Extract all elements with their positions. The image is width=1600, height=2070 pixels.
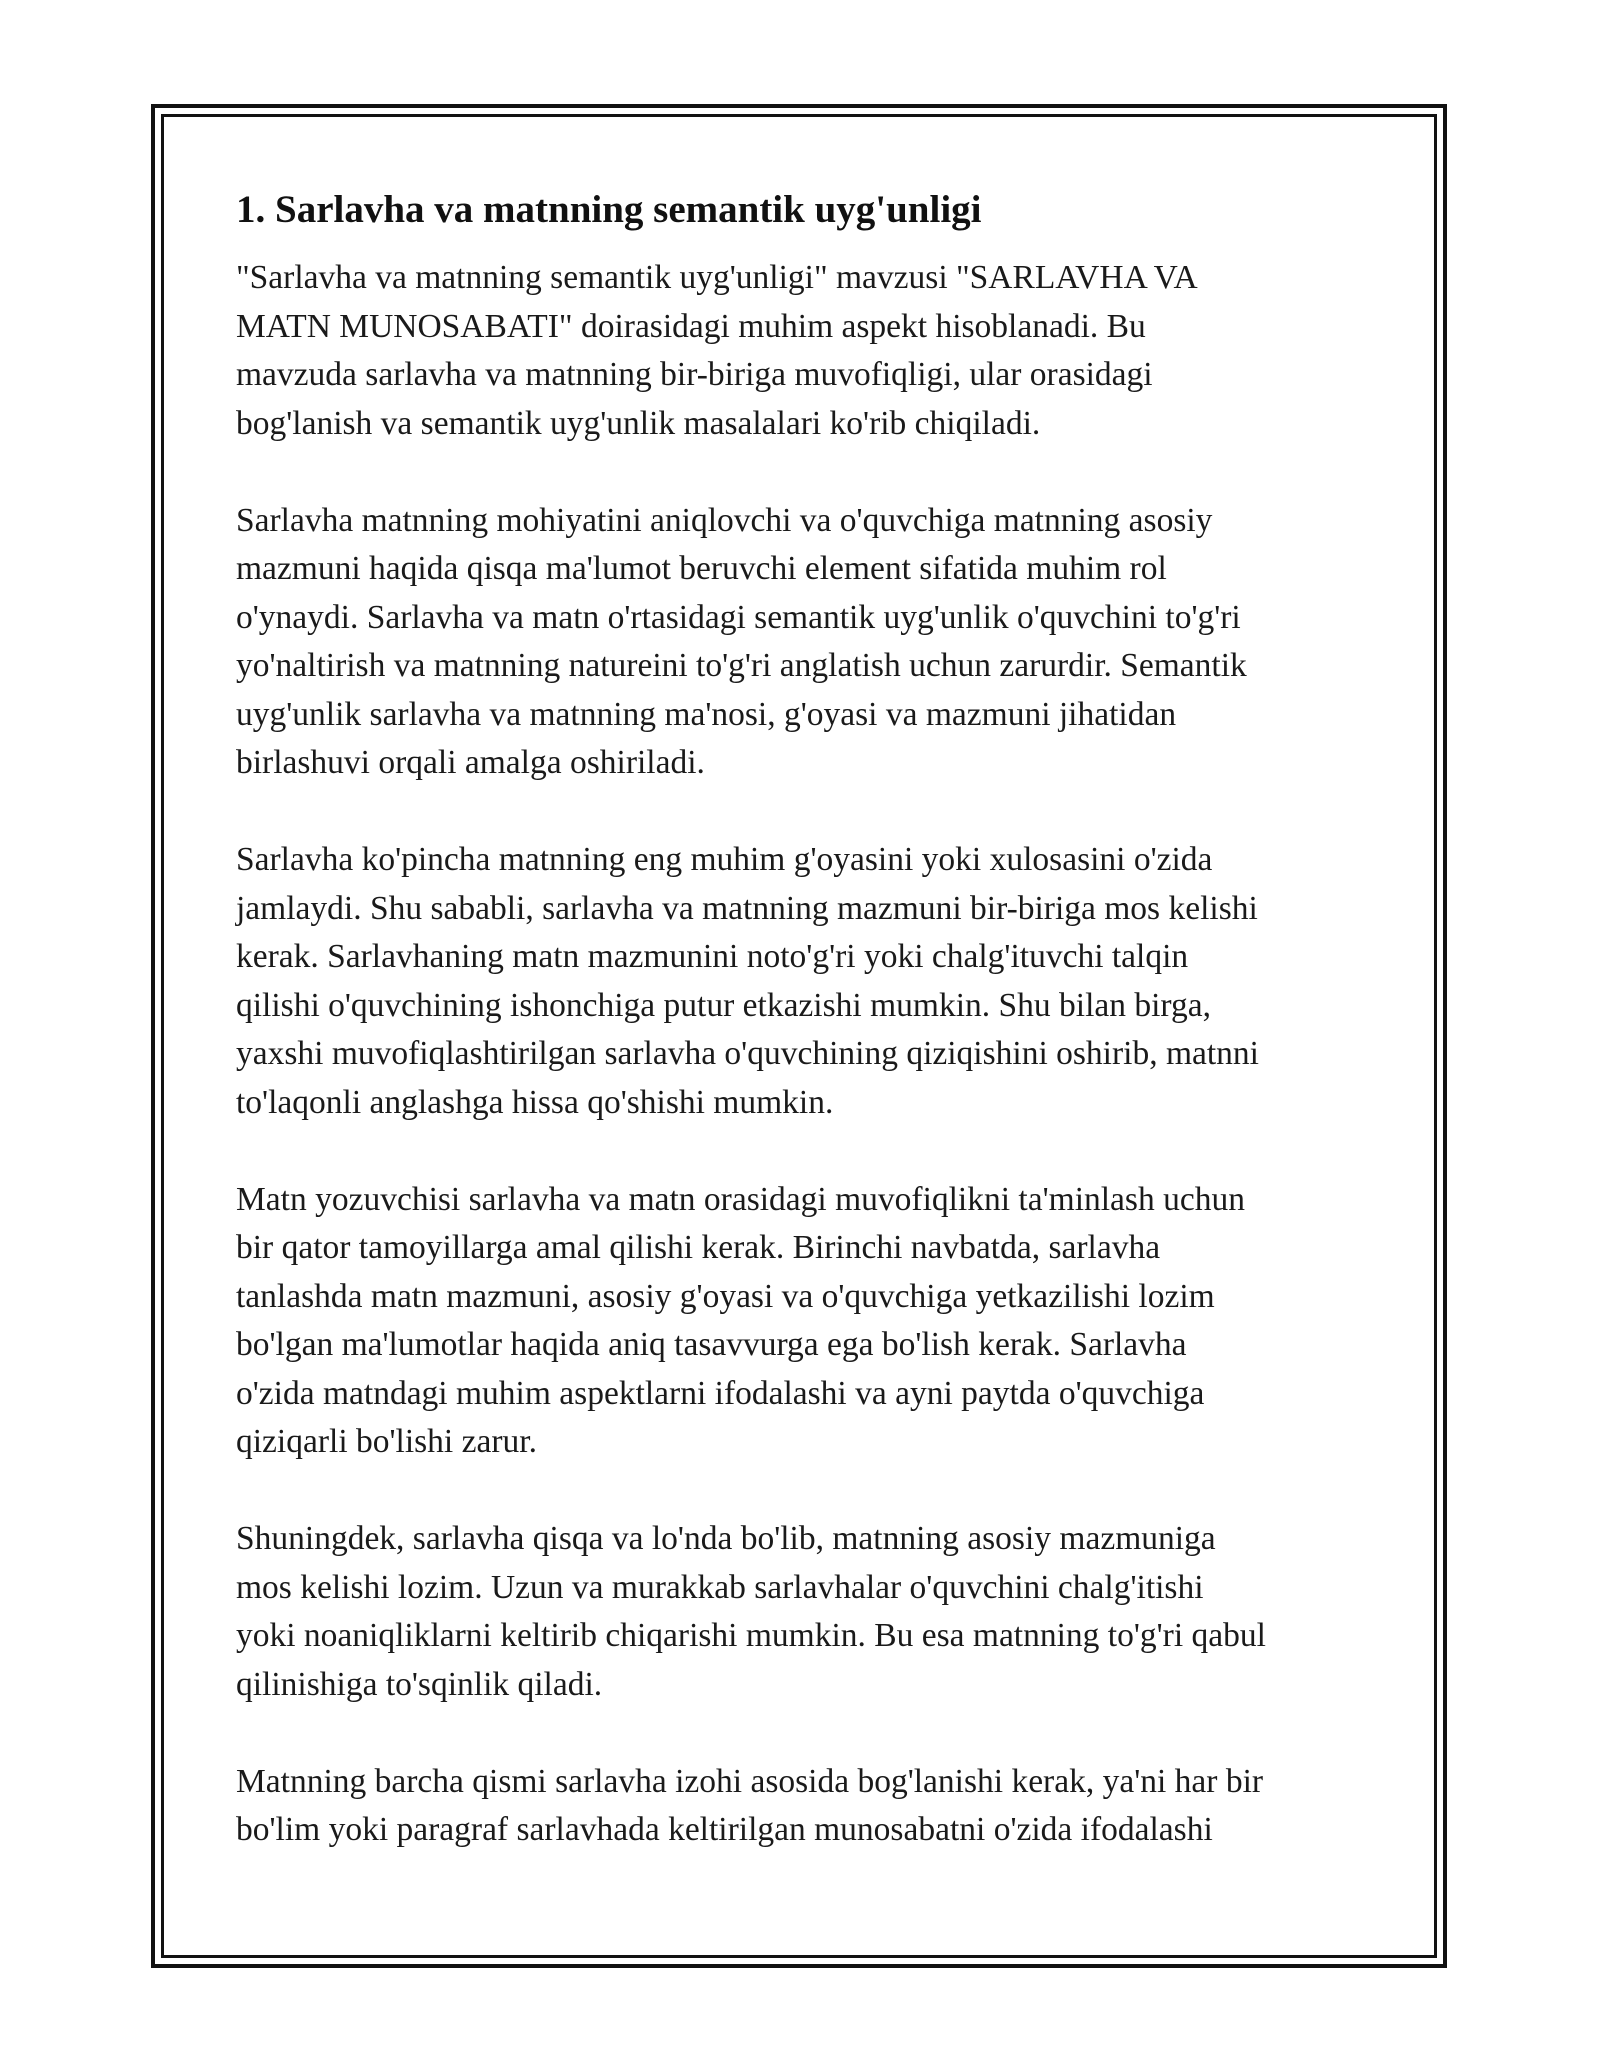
text-line: bog'lanish va semantik uyg'unlik masalalari ko'rib chiqiladi.	[236, 404, 1041, 442]
text-line: Matn yozuvchisi sarlavha va matn orasidagi muvofiqlikni ta'minlash uchun	[236, 1180, 1245, 1218]
text-line: qilishi o'quvchining ishonchiga putur etkazishi mumkin. Shu bilan birga,	[236, 986, 1211, 1024]
text-line: o'zida matndagi muhim aspektlarni ifodalashi va ayni paytda o'quvchiga	[236, 1374, 1205, 1412]
text-line: to'laqonli anglashga hissa qo'shishi mumkin.	[236, 1083, 834, 1121]
text-line: Sarlavha ko'pincha matnning eng muhim g'oyasini yoki xulosasini o'zida	[236, 841, 1213, 878]
paragraph-2	[236, 497, 1366, 788]
text-line: jamlaydi. Shu sababli, sarlavha va matnning mazmuni bir-biriga mos kelishi	[236, 889, 1258, 927]
text-line: qiziqarli bo'lishi zarur.	[236, 1423, 537, 1460]
paragraph-3	[236, 836, 1366, 1127]
text-line: tanlashda matn mazmuni, asosiy g'oyasi va o'quvchiga yetkazilishi lozim	[236, 1277, 1215, 1315]
paragraph-4	[236, 1176, 1366, 1467]
section-heading: 1. Sarlavha va matnning semantik uyg'unligi	[236, 188, 982, 231]
text-line: mavzuda sarlavha va matnning bir-biriga muvofiqligi, ular orasidagi	[236, 356, 1153, 393]
text-line: bir qator tamoyillarga amal qilishi kerak. Birinchi navbatda, sarlavha	[236, 1229, 1161, 1266]
text-line: o'ynaydi. Sarlavha va matn o'rtasidagi semantik uyg'unlik o'quvchini to'g'ri	[236, 598, 1241, 636]
text-line: bo'lgan ma'lumotlar haqida aniq tasavvurga ega bo'lish kerak. Sarlavha	[236, 1326, 1187, 1363]
text-line: qilinishiga to'sqinlik qiladi.	[236, 1665, 603, 1703]
paragraph-6	[236, 1758, 1366, 1855]
paragraph-5	[236, 1515, 1366, 1709]
text-line: MATN MUNOSABATI" doirasidagi muhim aspekt hisoblanadi. Bu	[236, 307, 1146, 345]
text-line: mazmuni haqida qisqa ma'lumot beruvchi element sifatida muhim rol	[236, 550, 1167, 587]
document-body	[236, 186, 1366, 1903]
text-line: kerak. Sarlavhaning matn mazmunini noto'g'ri yoki chalg'ituvchi talqin	[236, 938, 1189, 975]
text-line: uyg'unlik sarlavha va matnning ma'nosi, g'oyasi va mazmuni jihatidan	[236, 695, 1177, 733]
text-line: Matnning barcha qismi sarlavha izohi asosida bog'lanishi kerak, ya'ni har bir	[236, 1762, 1264, 1800]
text-line: "Sarlavha va matnning semantik uyg'unligi" mavzusi "SARLAVHA VA	[236, 259, 1198, 296]
text-line: birlashuvi orqali amalga oshiriladi.	[236, 744, 705, 781]
text-line: yaxshi muvofiqlashtirilgan sarlavha o'quvchining qiziqishini oshirib, matnni	[236, 1035, 1259, 1072]
text-line: Sarlavha matnning mohiyatini aniqlovchi va o'quvchiga matnning asosiy	[236, 501, 1213, 539]
text-line: yoki noaniqliklarni keltirib chiqarishi mumkin. Bu esa matnning to'g'ri qabul	[236, 1617, 1266, 1654]
paragraph-1	[236, 254, 1366, 448]
text-line: Shuningdek, sarlavha qisqa va lo'nda bo'lib, matnning asosiy mazmuniga	[236, 1520, 1216, 1557]
text-line: bo'lim yoki paragraf sarlavhada keltirilgan munosabatni o'zida ifodalashi	[236, 1811, 1213, 1848]
text-line: yo'naltirish va matnning natureini to'g'ri anglatish uchun zarurdir. Semantik	[236, 647, 1247, 684]
text-line: mos kelishi lozim. Uzun va murakkab sarlavhalar o'quvchini chalg'itishi	[236, 1568, 1204, 1606]
